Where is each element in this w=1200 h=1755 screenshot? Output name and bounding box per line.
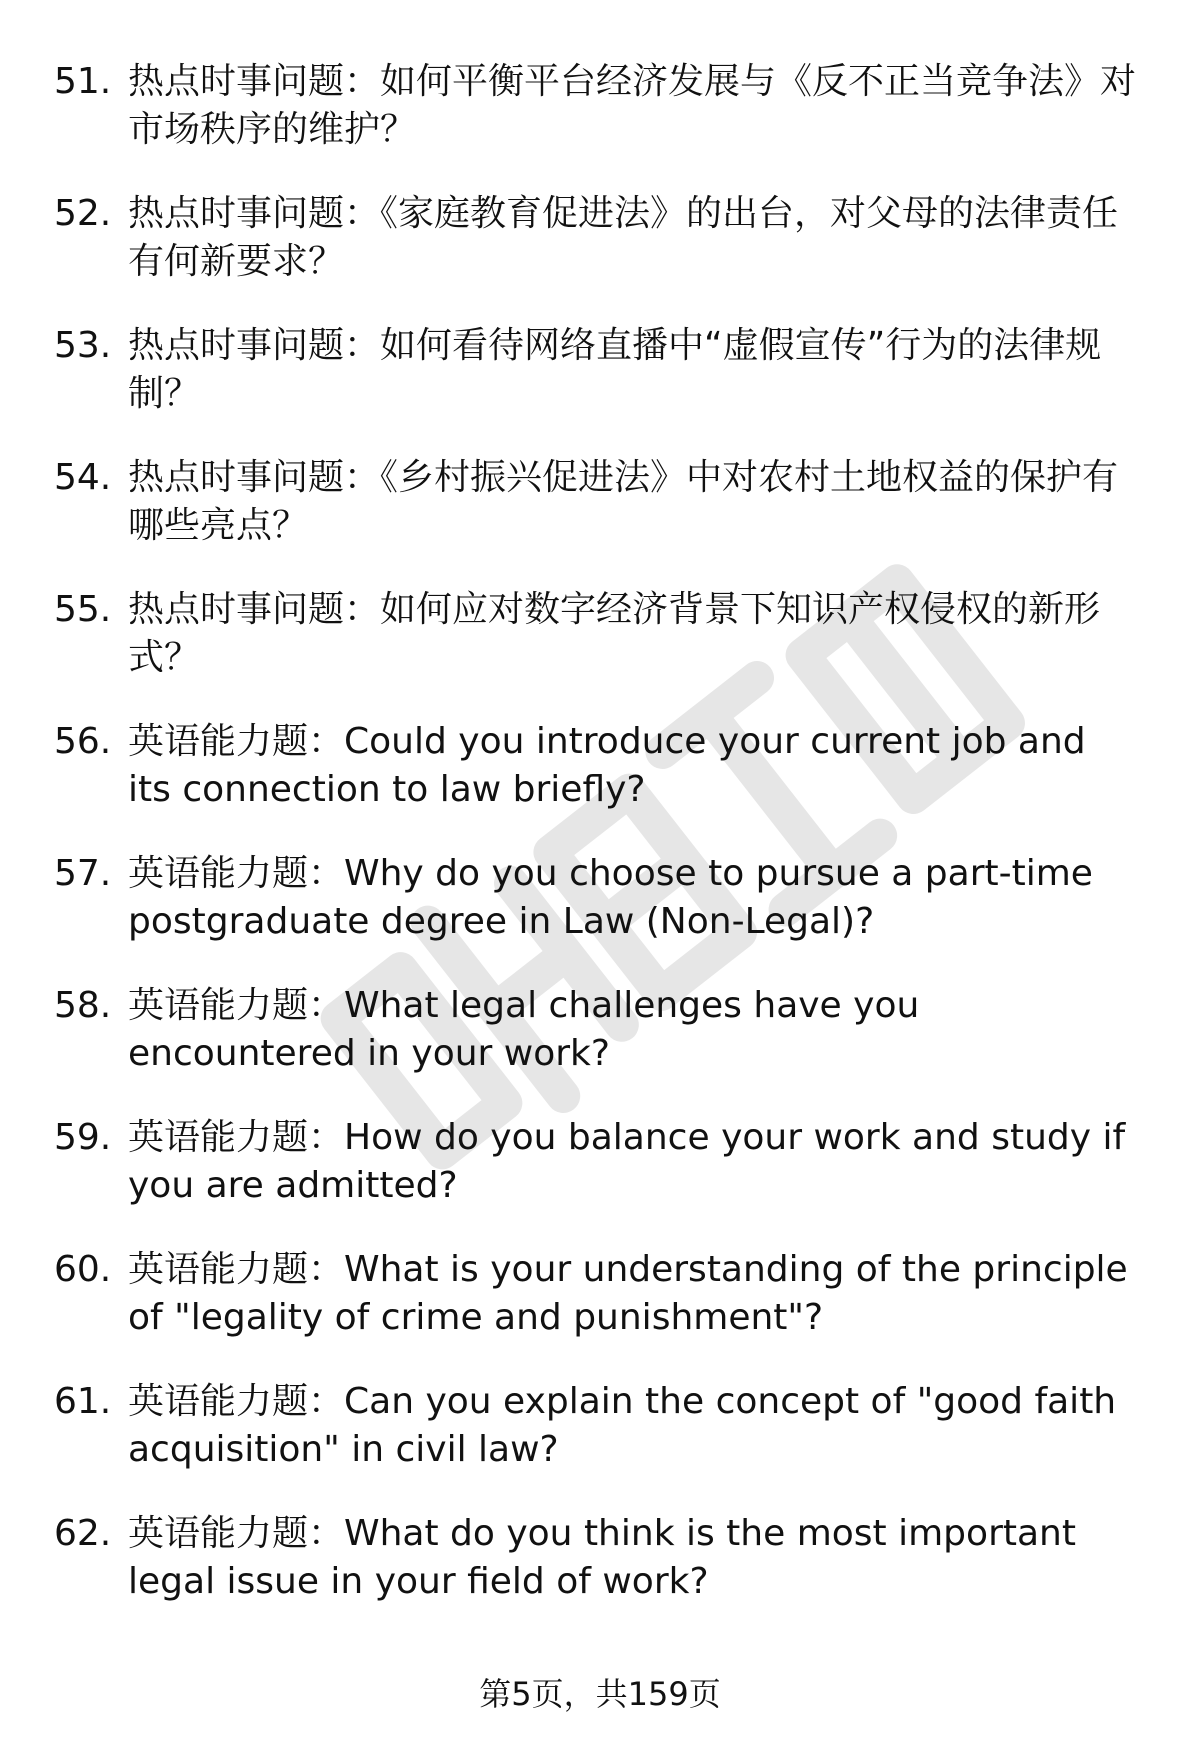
question-number: 53. <box>54 325 112 366</box>
question-item <box>0 1378 1200 1510</box>
question-item <box>0 586 1200 718</box>
question-item <box>0 322 1200 454</box>
question-item <box>0 718 1200 850</box>
question-text: 英语能力题：What legal challenges have you encountered in your work? <box>128 985 920 1074</box>
question-number: 62. <box>54 1513 112 1554</box>
question-number: 58. <box>54 985 112 1026</box>
question-text: 英语能力题：How do you balance your work and study if you are admitted? <box>128 1117 1126 1206</box>
question-number: 55. <box>54 589 112 630</box>
question-item <box>0 58 1200 190</box>
question-list <box>0 58 1200 1642</box>
question-number: 52. <box>54 193 112 234</box>
question-text: 热点时事问题：如何看待网络直播中“虚假宣传”行为的法律规制？ <box>128 325 1102 414</box>
question-item <box>0 1114 1200 1246</box>
question-text: 英语能力题：Why do you choose to pursue a part-time postgraduate degree in Law (Non-Legal)? <box>128 853 1093 942</box>
question-text: 热点时事问题：如何平衡平台经济发展与《反不正当竞争法》对市场秩序的维护？ <box>128 61 1137 150</box>
question-number: 54. <box>54 457 112 498</box>
question-number: 59. <box>54 1117 112 1158</box>
question-item <box>0 190 1200 322</box>
question-text: 热点时事问题：《乡村振兴促进法》中对农村土地权益的保护有哪些亮点？ <box>128 457 1119 546</box>
question-number: 61. <box>54 1381 112 1422</box>
question-item <box>0 850 1200 982</box>
question-text: 英语能力题：Could you introduce your current job and its connection to law briefly? <box>128 721 1086 810</box>
question-number: 51. <box>54 61 112 102</box>
question-number: 56. <box>54 721 112 762</box>
question-item <box>0 982 1200 1114</box>
question-item <box>0 454 1200 586</box>
question-text: 英语能力题：What do you think is the most important legal issue in your field of work? <box>128 1513 1076 1602</box>
question-item <box>0 1510 1200 1642</box>
question-text: 热点时事问题：如何应对数字经济背景下知识产权侵权的新形式？ <box>128 589 1101 678</box>
question-text: 英语能力题：What is your understanding of the principle of "legality of crime and punishment"? <box>128 1249 1128 1338</box>
question-text: 英语能力题：Can you explain the concept of "good faith acquisition" in civil law? <box>128 1381 1117 1470</box>
question-text: 热点时事问题：《家庭教育促进法》的出台，对父母的法律责任有何新要求？ <box>128 193 1119 282</box>
question-number: 60. <box>54 1249 112 1290</box>
question-item <box>0 1246 1200 1378</box>
page-footer <box>0 1672 1200 1716</box>
question-number: 57. <box>54 853 112 894</box>
page-number-text: 第5页，共159页 <box>479 1675 721 1713</box>
